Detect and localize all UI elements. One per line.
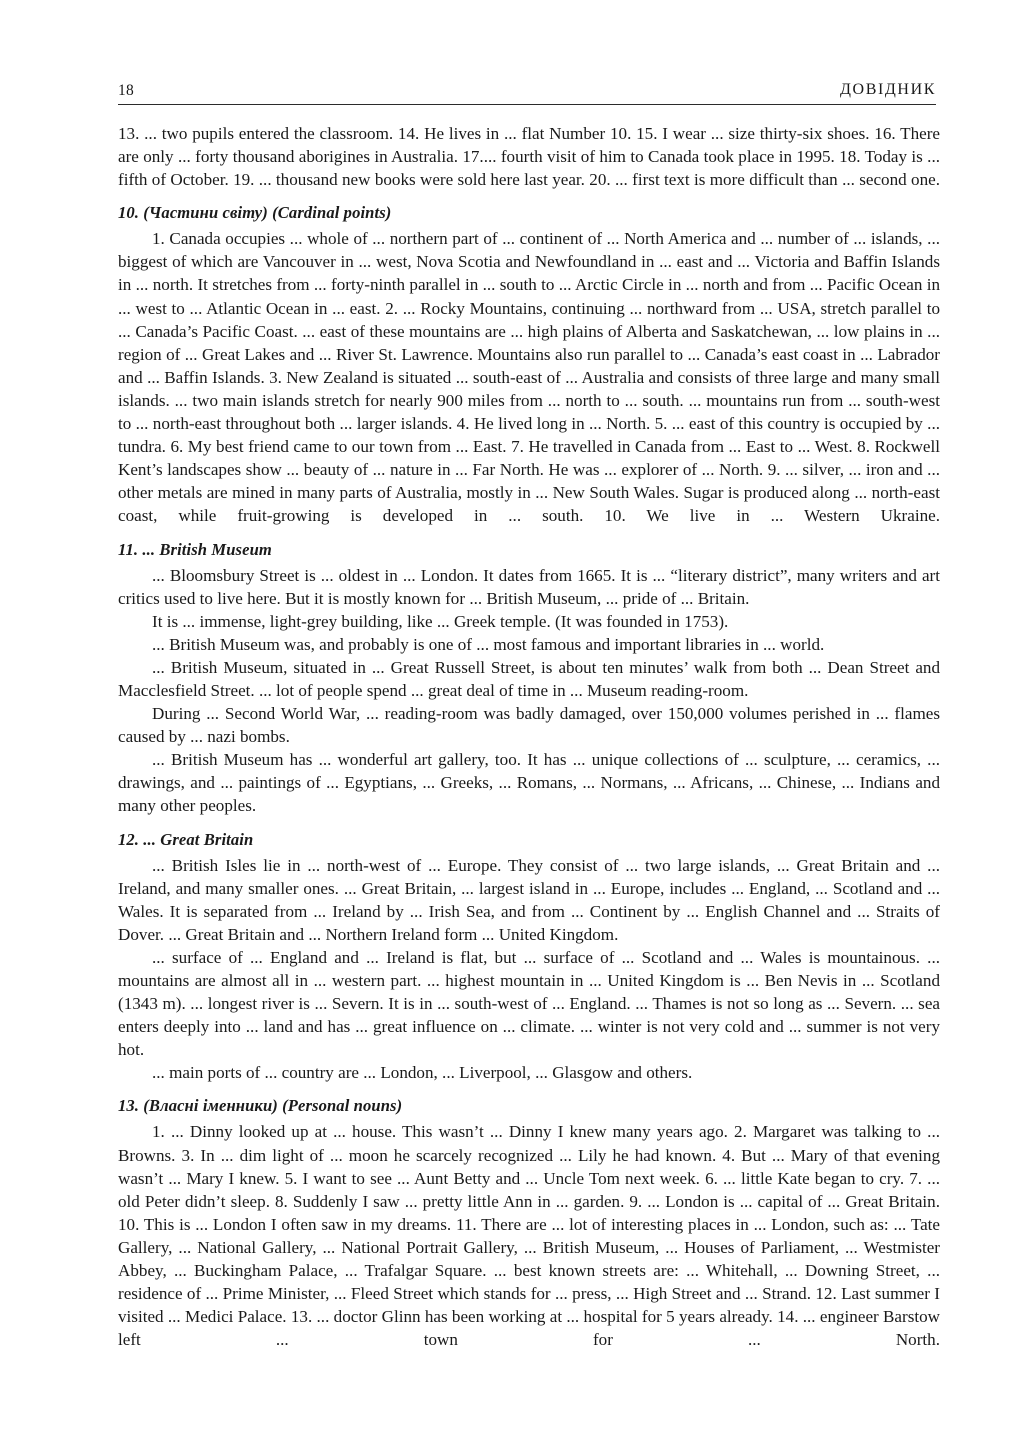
paragraph-section-11-2: It is ... immense, light-grey building, like ... Greek temple. (It was founded in 1753). [152,611,729,631]
paragraph-section-11-1: ... Bloomsbury Street is ... oldest in ... London. It dates from 1665. It is ... “literary district”, many writers and art critics used to live here. But it is mostly known for ... British Museum, ... pride of ... Britain. [118,565,940,608]
paragraph-exercise-9-tail: 13. ... two pupils entered the classroom. 14. He lives in ... flat Number 10. 15. I wear ... size thirty-six shoes. 16. There are only ... forty thousand aborigines in Australia. 17.... fourth visit of him to Canada took place in 1995. 18. Today is ... fifth of October. 19. ... thousand new books were sold here last year. 20. ... first text is more difficult than ... second one. [118,124,940,190]
paragraph-section-10-1: 1. Canada occupies ... whole of ... northern part of ... continent of ... North America and ... number of ... islands, ... biggest of which are Vancouver in ... west, Nova Scotia and Newfoundland in ... east and ... Victoria and Baffin Islands in ... north. It stretches from ... forty-ninth parallel in ... south to ... Arctic Circle in ... north and from ... Pacific Ocean in ... west to ... Atlantic Ocean in ... east. 2. ... Rocky Mountains, continuing ... northward from ... USA, stretch parallel to ... Canada’s Pacific Coast. ... east of these mountains are ... high plains of Alberta and Saskatchewan, ... low plains in ... region of ... Great Lakes and ... River St. Lawrence. Mountains also run parallel to ... Canada’s east coast in ... Labrador and ... Baffin Islands. 3. New Zealand is situated ... south-east of ... Australia and consists of three large and many small islands. ... two main islands stretch for nearly 900 miles from ... north to ... south. ... mountains run from ... south-west to ... north-east throughout both ... larger islands. 4. He lived long in ... North. 5. ... east of this country is occupied by ... tundra. 6. My best friend came to our town from ... East. 7. He travelled in Canada from ... East to ... West. 8. Rockwell Kent’s landscapes show ... beauty of ... nature in ... Far North. He was ... explorer of ... North. 9. ... silver, ... iron and ... other metals are mined in many parts of Australia, mostly in ... New South Wales. Sugar is produced along ... north-east coast, while fruit-growing is developed in ... south. 10. We live in ... Western Ukraine. [118,229,940,526]
paragraph-section-12-1: ... British Isles lie in ... north-west of ... Europe. They consist of ... two large islands, ... Great Britain and ... Ireland, and many smaller ones. ... Great Britain, ... largest island in ... Europe, includes ... England, ... Scotland and ... Wales. It is separated from ... Ireland by ... Irish Sea, and from ... Continent by ... English Channel and ... Straits of Dover. ... Great Britain and ... Northern Ireland form ... United Kingdom. [118,855,940,944]
page-number: 18 [118,81,134,99]
section-heading-10: 10. (Частини світу) (Cardinal points) [118,203,392,223]
spacer [118,1084,940,1094]
paragraph-section-11-5: During ... Second World War, ... reading-room was badly damaged, over 150,000 volumes perished in ... flames caused by ... nazi bombs. [118,704,940,747]
paragraph-section-13-1: 1. ... Dinny looked up at ... house. This wasn’t ... Dinny I knew many years ago. 2. Margaret was talking to ... Browns. 3. In ... dim light of ... moon he scarcely recognized ... Lily he had known. 4. But ... Mary of that evening wasn’t ... Mary I knew. 5. I want to see ... Aunt Betty and ... Uncle Tom next week. 6. ... little Kate began to cry. 7. ... old Peter didn’t sleep. 8. Suddenly I saw ... pretty little Ann in ... garden. 9. ... London is ... capital of ... Great Britain. 10. This is ... London I often saw in my dreams. 11. There are ... lot of interesting places in ... London, such as: ... Tate Gallery, ... National Gallery, ... National Portrait Gallery, ... British Museum, ... Houses of Parliament, ... Westmister Abbey, ... Buckingham Palace, ... Trafalgar Square. ... best known streets are: ... Whitehall, ... Downing Street, ... residence of ... Prime Minister, ... Fleed Street which stands for ... press, ... High Street and ... Strand. 12. Last summer I visited ... Medici Palace. 13. ... doctor Glinn has been working at ... hospital for 5 years already. 14. ... engineer Barstow left ... town for ... North. [118,1122,940,1350]
paragraph-section-12-3: ... main ports of ... country are ... London, ... Liverpool, ... Glasgow and others. [152,1063,693,1083]
running-head [118,82,936,98]
paragraph-section-11-6: ... British Museum has ... wonderful art gallery, too. It has ... unique collections of ... sculpture, ... ceramics, ... drawings, and ... paintings of ... Egyptians, ... Greeks, ... Romans, ... Normans, ... Africans, ... Chinese, ... Indians and many other peoples. [118,750,940,816]
spacer [118,528,940,538]
paragraph-section-11-4: ... British Museum, situated in ... Great Russell Street, is about ten minutes’ walk from both ... Dean Street and Macclesfield Street. ... lot of people spend ... great deal of time in ... Museum reading-room. [118,657,940,700]
paragraph-section-11-3: ... British Museum was, and probably is one of ... most famous and important libraries in ... world. [152,634,825,654]
paragraph-section-12-2: ... surface of ... England and ... Ireland is flat, but ... surface of ... Scotland and ... Wales is mountainous. ... mountains are almost all in ... western part. ... highest mountain in ... United Kingdom is ... Ben Nevis in ... Scotland (1343 m). ... longest river is ... Severn. It is in ... south-west of ... England. ... Thames is not so long as ... Severn. ... sea enters deeply into ... land and has ... great influence on ... climate. ... winter is not very cold and ... summer is not very hot. [118,947,940,1060]
section-heading-13: 13. (Власні іменники) (Personal nouns) [118,1096,403,1116]
text-column [118,122,940,1351]
spacer [118,191,940,201]
section-heading-11: 11. ... British Museum [118,539,272,559]
header-rule [118,104,936,105]
section-heading-12: 12. ... Great Britain [118,829,254,849]
spacer [118,818,940,828]
running-head-title: ДОВІДНИК [840,81,936,98]
